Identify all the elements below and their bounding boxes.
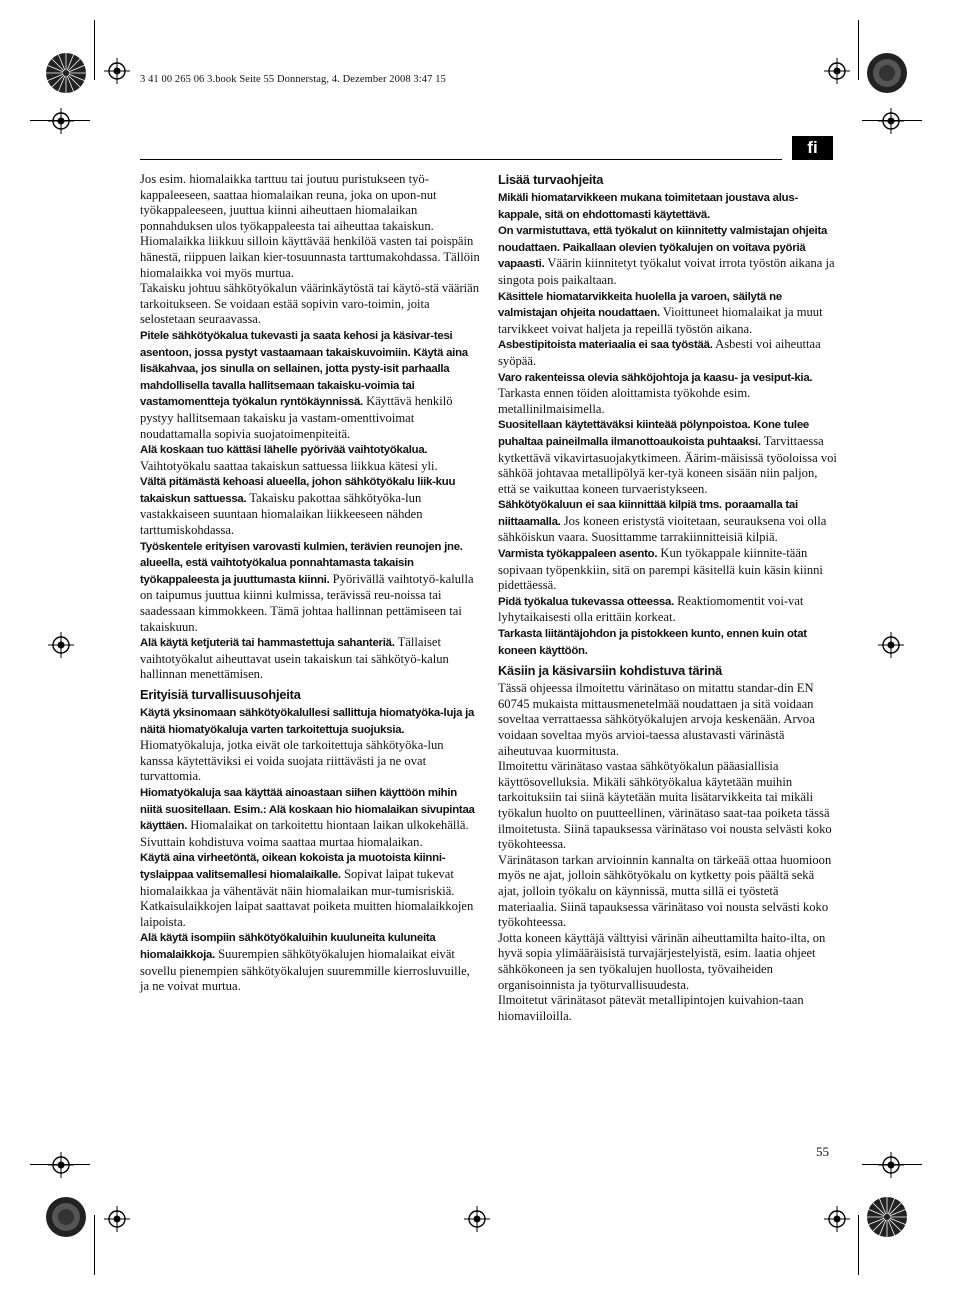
paragraph <box>498 337 838 369</box>
language-badge: fi <box>792 136 833 160</box>
right-column <box>498 172 838 1024</box>
registration-mark-icon <box>48 632 74 658</box>
paragraph <box>498 223 838 288</box>
body-text: Lisää turvaohjeita <box>498 172 604 187</box>
body-text: Asbesti voi aiheuttaa syöpää. <box>498 337 821 368</box>
paragraph <box>140 281 480 328</box>
paragraph <box>140 328 480 442</box>
paragraph <box>498 993 838 1024</box>
section-heading <box>140 687 480 703</box>
paragraph <box>498 626 838 659</box>
registration-mark-icon <box>878 1152 904 1178</box>
bold-instruction: Käytä aina virheetöntä, oikean kokoista ja muotoista kiinni-tyslaippaa valitsemallesi hiomalaikalle. <box>140 852 446 881</box>
body-text: Pyörivällä vaihtotyö-kalulla on taipumus juuttua kiinni kulmissa, terävissä reu-noissa tai saadessaan kimmokkeen. Tämä johtaa hallinnan pettämiseen tai takaiskuun. <box>140 571 474 634</box>
left-column <box>140 172 480 995</box>
body-text: Värinätason tarkan arvioinnin kannalta on tärkeää ottaa huomioon myös ne ajat, jolloin sähkötyökalu on kytketty pois päältä sekä ajat, jolloin työkalu on käynnissä, mutta sillä ei työstetä materiaalia. Siinä tapauksessa värinätaso voi nousta selvästi koko työkohteessa. <box>498 852 832 930</box>
bold-instruction: Alä käytä ketjuteriä tai hammastettuja sahanteriä. <box>140 637 395 650</box>
body-text: Tässä ohjeessa ilmoitettu värinätaso on mitattu standar-din EN 60745 mukaista mittausmenetelmää noudattaen ja sitä voidaan soveltaa verrattaessa sähkötyökalujen arvoja keskenään. Arvoa voidaan soveltaa myös arvioi-taessa alustavasti värinästä aiheutuvaa kuormitusta. <box>498 681 815 758</box>
body-text: Erityisiä turvallisuusohjeita <box>140 687 301 702</box>
crop-mark <box>94 1215 95 1275</box>
header-rule <box>140 159 782 160</box>
body-text: Jotta koneen käyttäjä välttyisi värinän aiheuttamilta haito-ilta, on hyvä sopia ylimääräisistä turvajärjestelyistä, esim. laatia ohjeet sähkökoneen ja sen työkalujen huollosta, työvaiheiden organisoinnista ja työturvallisuudesta. <box>498 930 826 992</box>
color-rosette-icon <box>45 1196 87 1238</box>
bold-instruction: Käsittele hiomatarvikkeita huolella ja varoen, säilytä ne valmistajan ohjeita noudattaen. <box>498 290 782 320</box>
registration-mark-icon <box>824 58 850 84</box>
paragraph <box>498 853 838 931</box>
body-text: Tarvittaessa kytkettävä vikavirtasuojakytkimeen. Äärim-mäisissä työoloissa voi sähköä johtavaa metallipölyä ker-tyä koneen sisään niin paljon, että se vaikuttaa koneen turvaeristykseen. <box>498 433 837 496</box>
paragraph <box>140 785 480 850</box>
body-text: Käsiin ja käsivarsiin kohdistuva tärinä <box>498 663 723 679</box>
body-text: Reaktiomomentit voi-vat lyhytaikaisesti olla erittäin korkeat. <box>498 593 804 625</box>
paragraph <box>140 705 480 785</box>
paragraph <box>498 546 838 594</box>
body-text: Ilmoitetut värinätasot pätevät metallipintojen kuivahion-taan hiomaviiloilla. <box>498 993 804 1023</box>
bold-instruction: On varmistuttava, että työkalut on kiinnitetty valmistajan ohjeita noudattaen. Paikallaan olevien työkalujen on voitava pyöriä vapaasti. <box>498 225 828 271</box>
paragraph <box>498 497 838 546</box>
crop-mark <box>858 20 859 80</box>
body-text: Käyttävä henkilö pystyy hallitsemaan takaisku ja vastam-omenttivoimat noudattamalla sopivia suojatoimenpiteitä. <box>140 394 453 441</box>
body-text: Takaisku pakottaa sähkötyöka-lun vastakkaiseen suuntaan hiomalaikan liikkeeseen nähden tarttumiskohdassa. <box>140 490 423 538</box>
body-text: Ilmoitettu värinätaso vastaa sähkötyökalun pääasiallisia käyttösovelluksia. Mikäli sähkötyökalua käytetään muihin tarkoituksiin tai siinä käytetään muita lisätarvikkeita tai mikäli työkalun huolto on puutteellinen, värinätaso saat-taa poiketa tässä ilmoitetusta. Siinä tapauksessa värinätaso voi nousta selvästi koko työkohteessa. <box>498 759 832 852</box>
paragraph <box>498 931 838 993</box>
body-text: Hiomalaikat on tarkoitettu hiontaan laikan ulkokehällä. Sivuttain kohdistuva voima saattaa murtaa hiomalaikan. <box>140 818 469 849</box>
crop-mark <box>858 1215 859 1275</box>
bold-instruction: Vältä pitämästä kehoasi alueella, johon sähkötyökalu liik-kuu takaiskun sattuessa. <box>140 476 456 505</box>
paragraph <box>498 681 838 759</box>
paragraph <box>140 172 480 281</box>
bold-instruction: Käytä yksinomaan sähkötyökalullesi sallittuja hiomatyöka-luja ja näitä hiomatyökaluja varten tarkoitettuja suojuksia. <box>140 707 475 736</box>
paragraph <box>498 417 838 497</box>
crop-mark <box>94 20 95 80</box>
bold-instruction: Pitele sähkötyökalua tukevasti ja saata kehosi ja käsivar-tesi asentoon, jossa pystyt vastaamaan takaiskuvoimiin. Käytä aina lisäkahvaa, jos sinulla on sellainen, jotta pysty-isit parhaalla mahdollisella tavalla hallitsemaan takaisku-voimia tai vastamomentteja työkalun ryntökäynnissä. <box>140 329 468 409</box>
paragraph <box>498 594 838 626</box>
body-text: Jos esim. hiomalaikka tarttuu tai joutuu puristukseen työ-kappaleeseen, saattaa hiomalaikan reuna, joka on upon-nut työkappaleeseen, juuttua kiinni aiheuttaen hiomalaikan ponnahduksen ulos työkappaleesta tai aiheuttaa takaiskun. Hiomalaikka liikkuu silloin käyttävää henkilöä vasten tai poispäin hänestä, riippuen laikan kier-tosuunnasta tarttumakohdassa. Tällöin hiomalaikka voi myös murtua. <box>140 172 480 280</box>
bold-instruction: Suositellaan käytettäväksi kiinteää pölynpoistoa. Kone tulee puhaltaa paineilmalla ilmanottoaukoista puhtaaksi. <box>498 419 810 448</box>
bold-instruction: Pidä työkalua tukevassa otteessa. <box>498 595 674 608</box>
body-text: Kun työkappale kiinnite-tään sopivaan työpenkkiin, sitä on parempi käsitellä kuin käsin kiinni pidettäessä. <box>498 546 823 593</box>
body-text: Vaihtotyökalu saattaa takaiskun sattuessa liikkua kätesi yli. <box>140 458 438 473</box>
paragraph <box>498 190 838 223</box>
paragraph <box>140 539 480 636</box>
bold-instruction: Alä käytä isompiin sähkötyökaluihin kuuluneita kuluneita hiomalaikkoja. <box>140 932 436 961</box>
bold-instruction: Varo rakenteissa olevia sähköjohtoja ja kaasu- ja vesiput-kia. <box>498 371 813 384</box>
paragraph <box>140 474 480 538</box>
registration-mark-icon <box>824 1206 850 1232</box>
registration-mark-icon <box>48 1152 74 1178</box>
bold-instruction: Sähkötyökaluun ei saa kiinnittää kilpiä tms. poraamalla tai niittaamalla. <box>498 499 798 528</box>
page-number: 55 <box>816 1144 829 1159</box>
registration-mark-icon <box>464 1206 490 1232</box>
bold-instruction: Hiomatyökaluja saa käyttää ainoastaan siihen käyttöön mihin niitä suositellaan. Esim.: Alä koskaan hio hiomalaikan sivupintaa käyttäen. <box>140 786 475 833</box>
paragraph <box>140 850 480 930</box>
bold-instruction: Asbestipitoista materiaalia ei saa työstää. <box>498 339 713 352</box>
registration-mark-icon <box>104 1206 130 1232</box>
body-text: Väärin kiinnitetyt työkalut voivat irrota työstön aikana ja singota pois paikaltaan. <box>498 256 835 287</box>
body-text: Jos koneen eristystä vioitetaan, seurauksena voi olla sähköiskun vaara. Suosittamme tarrakiinnitteisiä kilpiä. <box>498 513 827 545</box>
body-text: Tarkasta ennen töiden aloittamista työkohde esim. metallinilmaisimella. <box>498 386 751 416</box>
paragraph <box>140 442 480 474</box>
body-text: Vioittuneet hiomalaikat ja muut tarvikkeet voivat haljeta ja repeillä työstön aikana. <box>498 305 823 336</box>
color-rosette-icon <box>866 52 908 94</box>
print-header-line: 3 41 00 265 06 3.book Seite 55 Donnerstag, 4. Dezember 2008 3:47 15 <box>140 74 446 85</box>
body-text: Suurempien sähkötyökalujen hiomalaikat eivät sovellu pienempien sähkötyökalujen suuremmille kierrosluvuille, ja ne voivat murtua. <box>140 946 470 994</box>
bold-instruction: Mikäli hiomatarvikkeen mukana toimitetaan joustava alus-kappale, sitä on ehdottomasti käytettävä. <box>498 192 798 221</box>
body-text: Hiomatyökaluja, jotka eivät ole tarkoitettuja sähkötyöka-lun kanssa käytettäviksi ei voida suojata riittävästi ja ne ovat turvattomia. <box>140 738 444 784</box>
registration-mark-icon <box>104 58 130 84</box>
bold-instruction: Tarkasta liitäntäjohdon ja pistokkeen kunto, ennen kuin otat koneen käyttöön. <box>498 628 807 657</box>
paragraph <box>140 930 480 994</box>
bold-instruction: Alä koskaan tuo kättäsi lähelle pyörivää vaihtotyökalua. <box>140 444 428 457</box>
paragraph <box>498 759 838 853</box>
body-text: Takaisku johtuu sähkötyökalun väärinkäytöstä tai käytö-stä vääriän tarkoitukseen. Se voidaan estää sopivin varo-toimin, joita selostetaan seuraavassa. <box>140 281 480 327</box>
bold-instruction: Työskentele erityisen varovasti kulmien, terävien reunojen jne. alueella, estä vaihtotyökalua ponnahtamasta takaisin työkappaleesta ja juuttumasta kiinni. <box>140 540 463 586</box>
bold-instruction: Varmista työkappaleen asento. <box>498 548 658 561</box>
body-text: Tällaiset vaihtotyökalut aiheuttavat usein takaiskun tai sähkötyö-kalun hallinnan menettämisen. <box>140 635 449 682</box>
registration-mark-icon <box>878 632 904 658</box>
color-rosette-icon <box>45 52 87 94</box>
body-text: Sopivat laipat tukevat hiomalaikkaa ja vähentävät näin hiomalaikan mur-tumisriskiä. Katkaisulaikkojen laipat saattavat poiketa muitten hiomalaikkojen laipoista. <box>140 866 474 929</box>
registration-mark-icon <box>48 108 74 134</box>
section-heading <box>498 172 838 188</box>
paragraph <box>140 635 480 683</box>
color-rosette-icon <box>866 1196 908 1238</box>
paragraph <box>498 370 838 418</box>
paragraph <box>498 289 838 338</box>
registration-mark-icon <box>878 108 904 134</box>
section-heading <box>498 663 838 679</box>
